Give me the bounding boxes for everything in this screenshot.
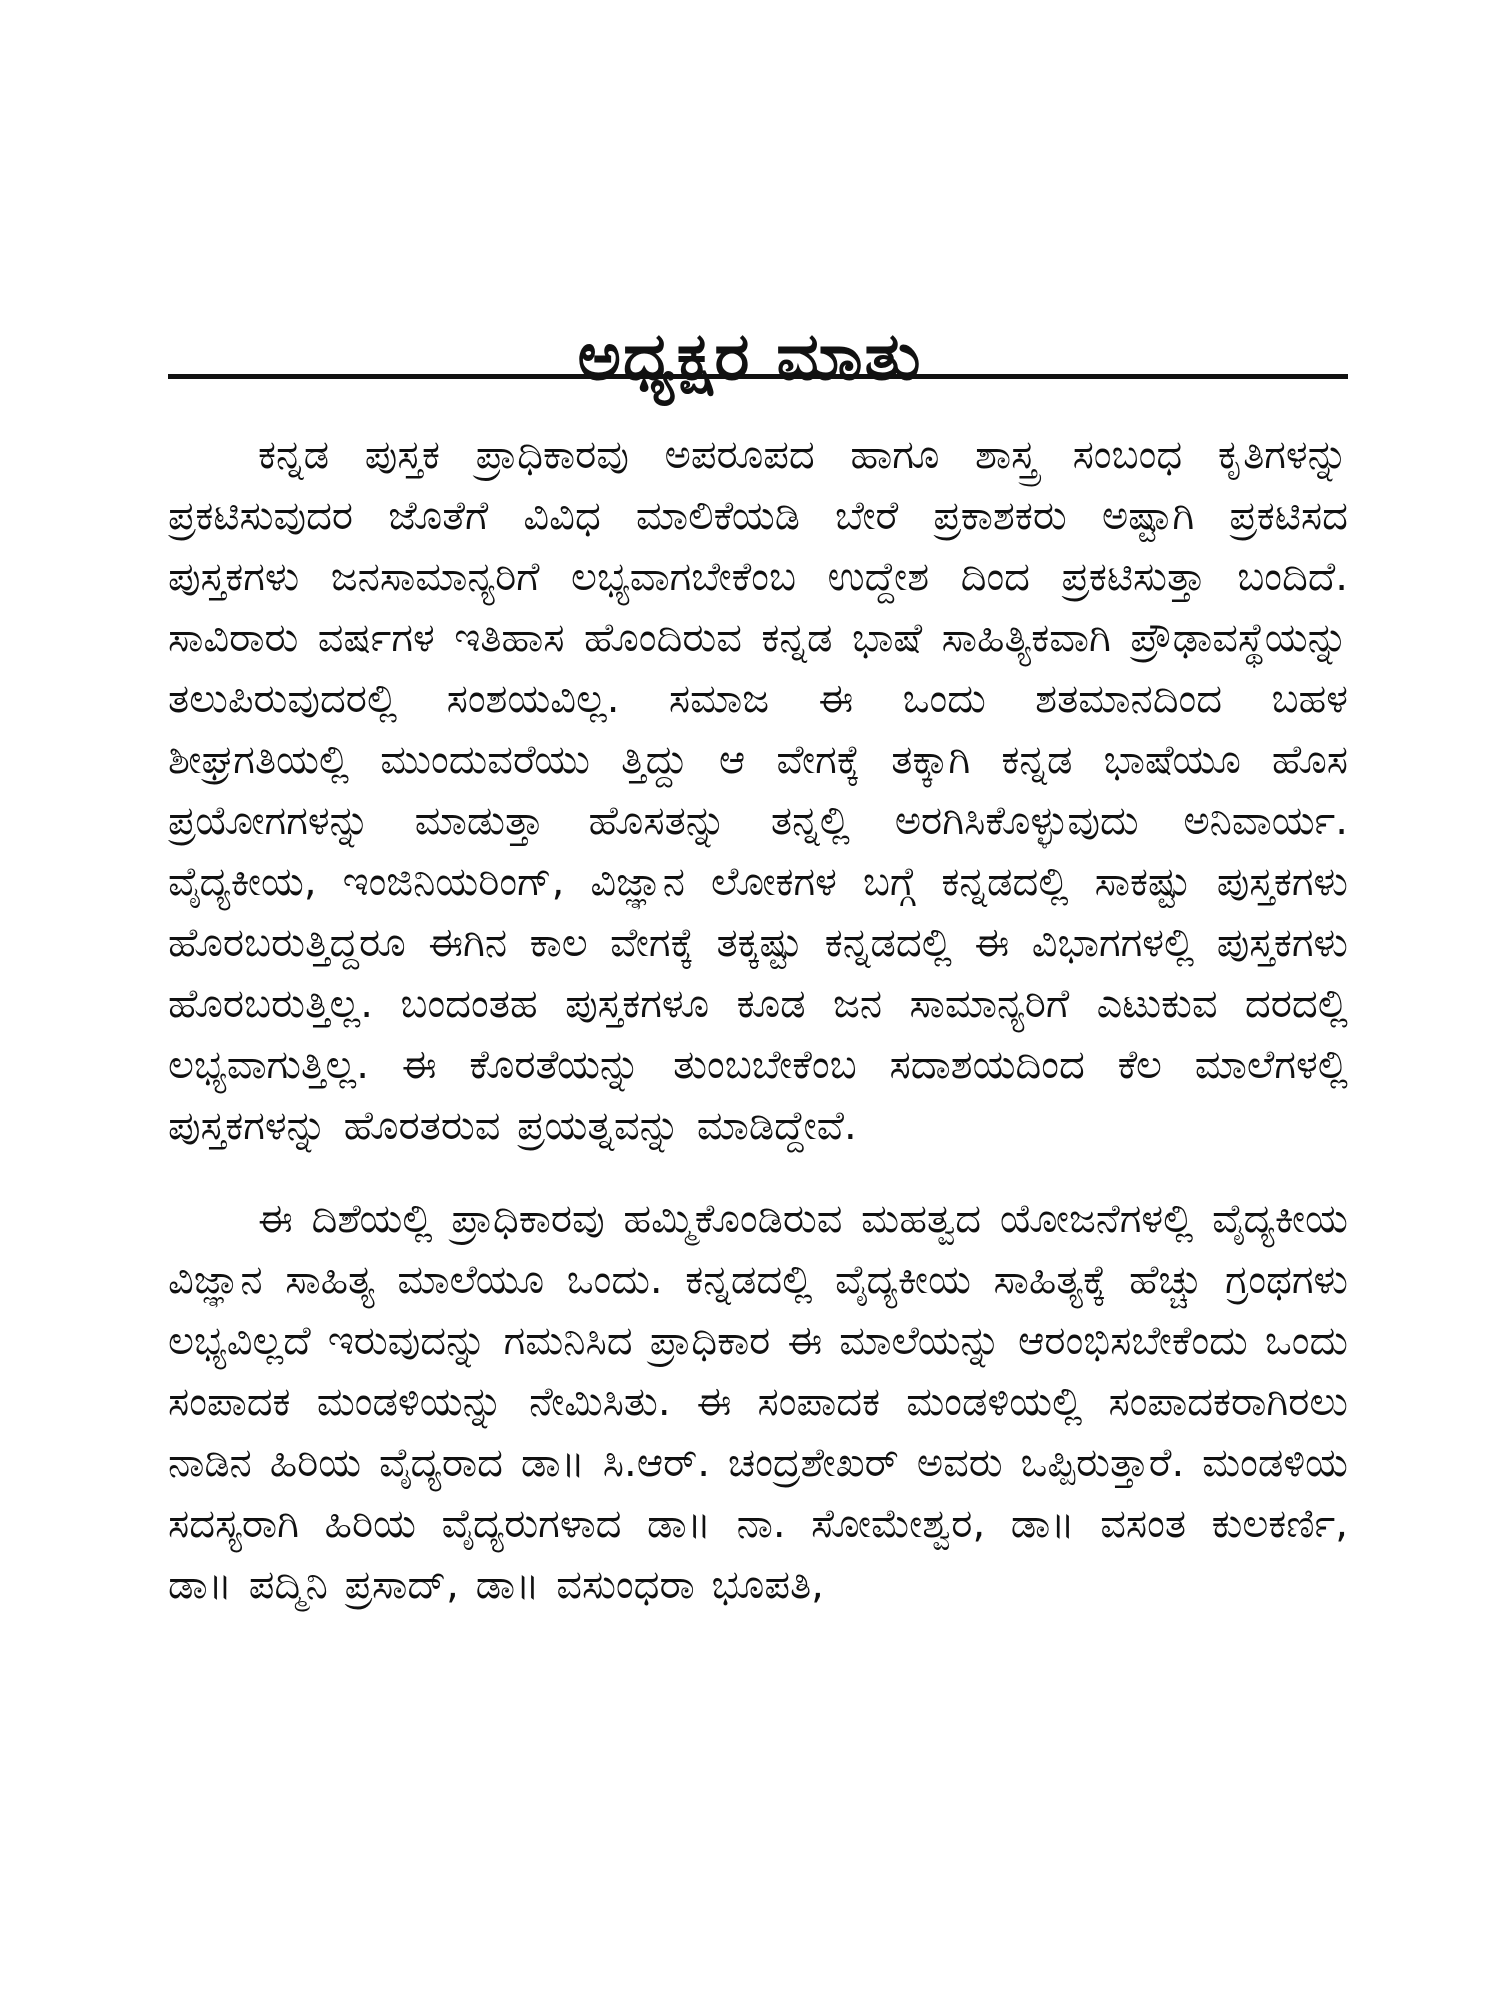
paragraph-1: ಕನ್ನಡ ಪುಸ್ತಕ ಪ್ರಾಧಿಕಾರವು ಅಪರೂಪದ ಹಾಗೂ ಶಾಸ್ತ್ರ ಸಂಬಂಧ ಕೃತಿಗಳನ್ನು ಪ್ರಕಟಿಸುವುದರ ಜೊತೆಗೆ ವಿವಿಧ ಮಾಲಿಕೆಯಡಿ ಬೇರೆ ಪ್ರಕಾಶಕರು ಅಷ್ಟಾಗಿ ಪ್ರಕಟಿಸದ ಪುಸ್ತಕಗಳು ಜನಸಾಮಾನ್ಯರಿಗೆ ಲಭ್ಯವಾಗಬೇಕೆಂಬ ಉದ್ದೇಶ ದಿಂದ ಪ್ರಕಟಿಸುತ್ತಾ ಬಂದಿದೆ. ಸಾವಿರಾರು ವರ್ಷಗಳ ಇತಿಹಾಸ ಹೊಂದಿರುವ ಕನ್ನಡ ಭಾಷೆ ಸಾಹಿತ್ಯಿಕವಾಗಿ ಪ್ರೌಢಾವಸ್ಥೆಯನ್ನು ತಲುಪಿರುವುದರಲ್ಲಿ ಸಂಶಯವಿಲ್ಲ. ಸಮಾಜ ಈ ಒಂದು ಶತಮಾನದಿಂದ ಬಹಳ ಶೀಘ್ರಗತಿಯಲ್ಲಿ ಮುಂದುವರೆಯು ತ್ತಿದ್ದು ಆ ವೇಗಕ್ಕೆ ತಕ್ಕಾಗಿ ಕನ್ನಡ ಭಾಷೆಯೂ ಹೊಸ ಪ್ರಯೋಗಗಳನ್ನು ಮಾಡುತ್ತಾ ಹೊಸತನ್ನು ತನ್ನಲ್ಲಿ ಅರಗಿಸಿಕೊಳ್ಳುವುದು ಅನಿವಾರ್ಯ. ವೈದ್ಯಕೀಯ, ಇಂಜಿನಿಯರಿಂಗ್, ವಿಜ್ಞಾನ ಲೋಕಗಳ ಬಗ್ಗೆ ಕನ್ನಡದಲ್ಲಿ ಸಾಕಷ್ಟು ಪುಸ್ತಕಗಳು ಹೊರಬರುತ್ತಿದ್ದರೂ ಈಗಿನ ಕಾಲ ವೇಗಕ್ಕೆ ತಕ್ಕಷ್ಟು ಕನ್ನಡದಲ್ಲಿ ಈ ವಿಭಾಗಗಳಲ್ಲಿ ಪುಸ್ತಕಗಳು ಹೊರಬರುತ್ತಿಲ್ಲ. ಬಂದಂತಹ ಪುಸ್ತಕಗಳೂ ಕೂಡ ಜನ ಸಾಮಾನ್ಯರಿಗೆ ಎಟುಕುವ ದರದಲ್ಲಿ ಲಭ್ಯವಾಗುತ್ತಿಲ್ಲ. ಈ ಕೊರತೆಯನ್ನು ತುಂಬಬೇಕೆಂಬ ಸದಾಶಯದಿಂದ ಕೆಲ ಮಾಲೆಗಳಲ್ಲಿ ಪುಸ್ತಕಗಳನ್ನು ಹೊರತರುವ ಪ್ರಯತ್ನವನ್ನು ಮಾಡಿದ್ದೇವೆ. (168, 432, 1348, 1149)
body-text (168, 425, 1348, 1616)
page-title: ಅಧ್ಯಕ್ಷರ ಮಾತು (577, 318, 923, 396)
title-divider (168, 374, 1348, 379)
paragraph-2: ಈ ದಿಶೆಯಲ್ಲಿ ಪ್ರಾಧಿಕಾರವು ಹಮ್ಮಿಕೊಂಡಿರುವ ಮಹತ್ವದ ಯೋಜನೆಗಳಲ್ಲಿ ವೈದ್ಯಕೀಯ ವಿಜ್ಞಾನ ಸಾಹಿತ್ಯ ಮಾಲೆಯೂ ಒಂದು. ಕನ್ನಡದಲ್ಲಿ ವೈದ್ಯಕೀಯ ಸಾಹಿತ್ಯಕ್ಕೆ ಹೆಚ್ಚು ಗ್ರಂಥಗಳು ಲಭ್ಯವಿಲ್ಲದೆ ಇರುವುದನ್ನು ಗಮನಿಸಿದ ಪ್ರಾಧಿಕಾರ ಈ ಮಾಲೆಯನ್ನು ಆರಂಭಿಸಬೇಕೆಂದು ಒಂದು ಸಂಪಾದಕ ಮಂಡಳಿಯನ್ನು ನೇಮಿಸಿತು. ಈ ಸಂಪಾದಕ ಮಂಡಳಿಯಲ್ಲಿ ಸಂಪಾದಕರಾಗಿರಲು ನಾಡಿನ ಹಿರಿಯ ವೈದ್ಯರಾದ ಡಾ॥ ಸಿ.ಆರ್. ಚಂದ್ರಶೇಖರ್ ಅವರು ಒಪ್ಪಿರುತ್ತಾರೆ. ಮಂಡಳಿಯ ಸದಸ್ಯರಾಗಿ ಹಿರಿಯ ವೈದ್ಯರುಗಳಾದ ಡಾ॥ ನಾ. ಸೋಮೇಶ್ವರ, ಡಾ॥ ವಸಂತ ಕುಲಕರ್ಣಿ, ಡಾ॥ ಪದ್ಮಿನಿ ಪ್ರಸಾದ್, ಡಾ॥ ವಸುಂಧರಾ ಭೂಪತಿ, (168, 1196, 1348, 1608)
